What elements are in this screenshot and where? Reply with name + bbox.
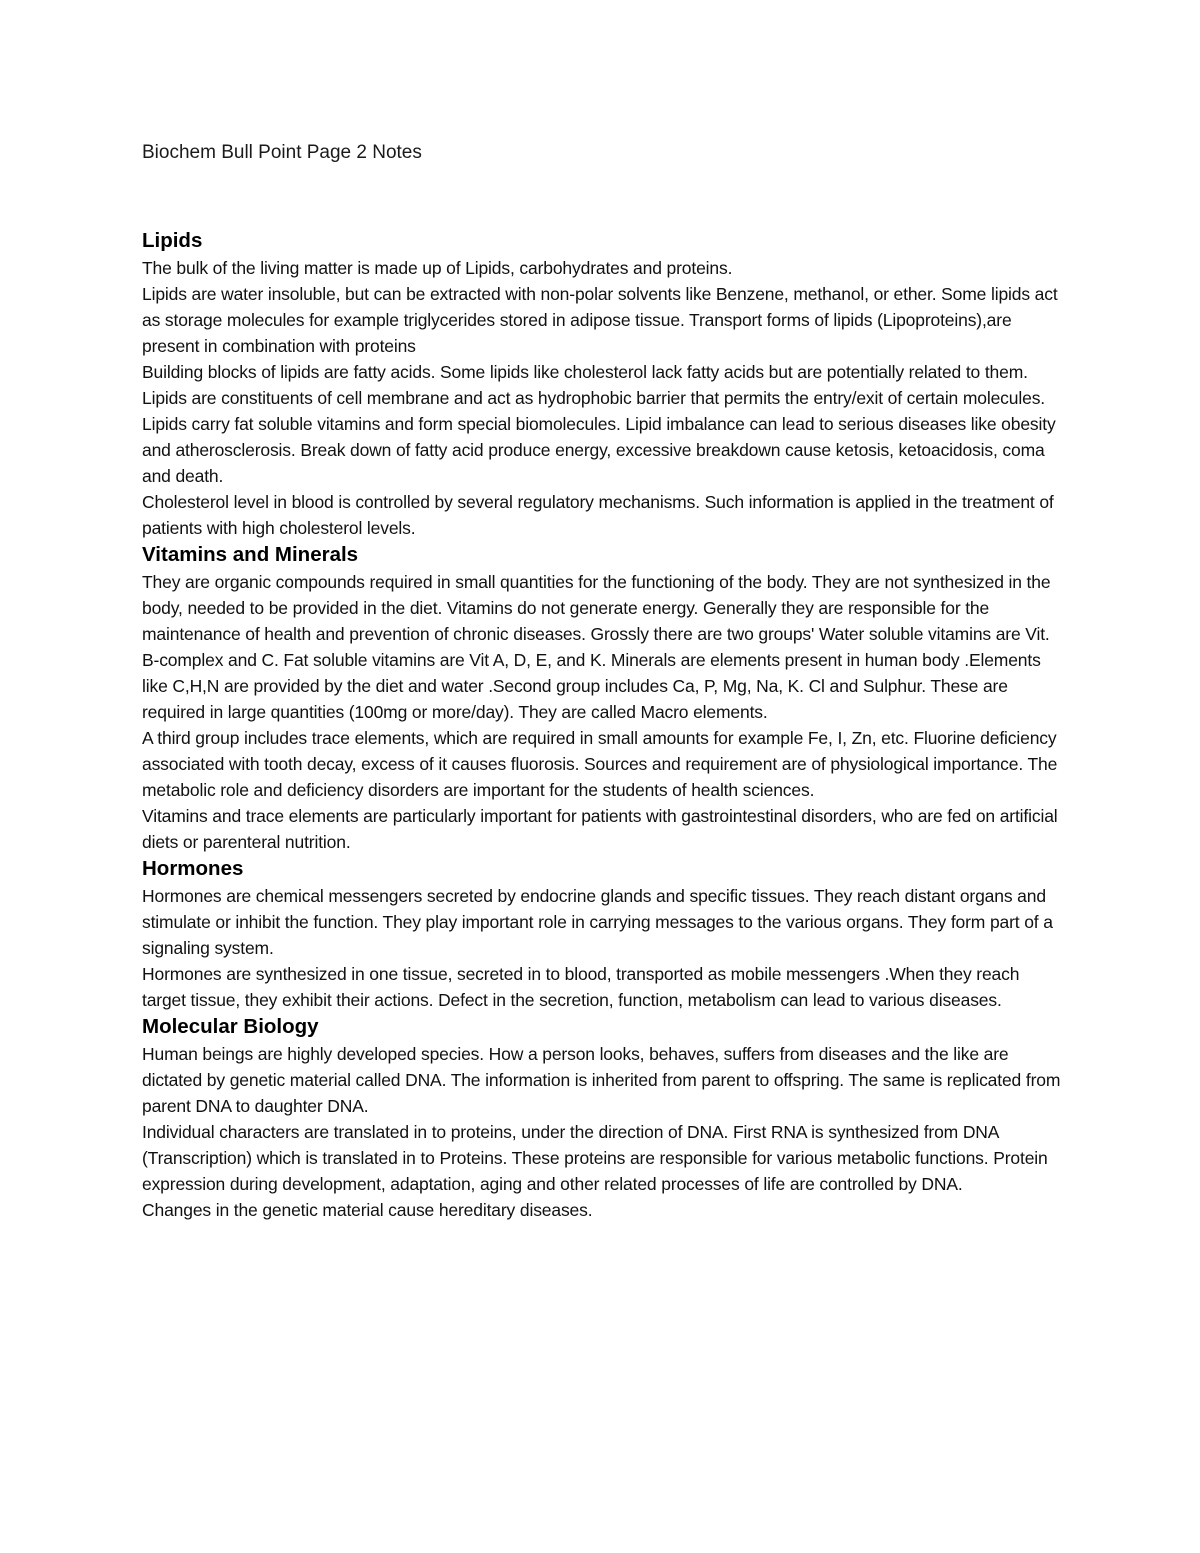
paragraph: Vitamins and trace elements are particularly important for patients with gastrointestinal disorders, who are fed on artificial diets or parenteral nutrition. <box>142 806 1058 852</box>
document-body <box>142 227 1062 1223</box>
section-molecular-biology <box>142 1013 1062 1223</box>
section-heading: Molecular Biology <box>142 1015 319 1038</box>
paragraph: Building blocks of lipids are fatty acids. Some lipids like cholesterol lack fatty acids but are potentially related to them. Lipids are constituents of cell membrane and act as hydrophobic barrier that permits the entry/exit of certain molecules. Lipids carry fat soluble vitamins and form special biomolecules. Lipid imbalance can lead to serious diseases like obesity and atherosclerosis. Break down of fatty acid produce energy, excessive breakdown cause ketosis, ketoacidosis, coma and death. <box>142 362 1056 486</box>
paragraph: Changes in the genetic material cause hereditary diseases. <box>142 1200 593 1220</box>
section-lipids <box>142 227 1062 541</box>
section-hormones <box>142 855 1062 1013</box>
section-heading: Hormones <box>142 857 244 880</box>
paragraph: They are organic compounds required in small quantities for the functioning of the body. They are not synthesized in the body, needed to be provided in the diet. Vitamins do not generate energy. Generally they are responsible for the maintenance of health and prevention of chronic diseases. Grossly there are two groups' Water soluble vitamins are Vit. B-complex and C. Fat soluble vitamins are Vit A, D, E, and K. Minerals are elements present in human body .Elements like C,H,N are provided by the diet and water .Second group includes Ca, P, Mg, Na, K. Cl and Sulphur. These are required in large quantities (100mg or more/day). They are called Macro elements. <box>142 572 1051 722</box>
paragraph: Cholesterol level in blood is controlled by several regulatory mechanisms. Such information is applied in the treatment of patients with high cholesterol levels. <box>142 492 1054 538</box>
paragraph: Lipids are water insoluble, but can be extracted with non-polar solvents like Benzene, methanol, or ether. Some lipids act as storage molecules for example triglycerides stored in adipose tissue. Transport forms of lipids (Lipoproteins),are present in combination with proteins <box>142 284 1058 356</box>
paragraph: A third group includes trace elements, which are required in small amounts for example Fe, I, Zn, etc. Fluorine deficiency associated with tooth decay, excess of it causes fluorosis. Sources and requirement are of physiological importance. The metabolic role and deficiency disorders are important for the students of health sciences. <box>142 728 1058 800</box>
section-heading: Vitamins and Minerals <box>142 543 359 566</box>
paragraph: Individual characters are translated in to proteins, under the direction of DNA. First RNA is synthesized from DNA (Transcription) which is translated in to Proteins. These proteins are responsible for various metabolic functions. Protein expression during development, adaptation, aging and other related processes of life are controlled by DNA. <box>142 1122 1048 1194</box>
paragraph: Human beings are highly developed species. How a person looks, behaves, suffers from diseases and the like are dictated by genetic material called DNA. The information is inherited from parent to offspring. The same is replicated from parent DNA to daughter DNA. <box>142 1044 1061 1116</box>
paragraph: Hormones are synthesized in one tissue, secreted in to blood, transported as mobile messengers .When they reach target tissue, they exhibit their actions. Defect in the secretion, function, metabolism can lead to various diseases. <box>142 964 1020 1010</box>
paragraph: Hormones are chemical messengers secreted by endocrine glands and specific tissues. They reach distant organs and stimulate or inhibit the function. They play important role in carrying messages to the various organs. They form part of a signaling system. <box>142 886 1053 958</box>
paragraph: The bulk of the living matter is made up of Lipids, carbohydrates and proteins. <box>142 258 733 278</box>
document-page <box>142 140 1062 1223</box>
section-vitamins-and-minerals <box>142 541 1062 855</box>
document-title: Biochem Bull Point Page 2 Notes <box>142 142 422 163</box>
section-heading: Lipids <box>142 229 203 252</box>
